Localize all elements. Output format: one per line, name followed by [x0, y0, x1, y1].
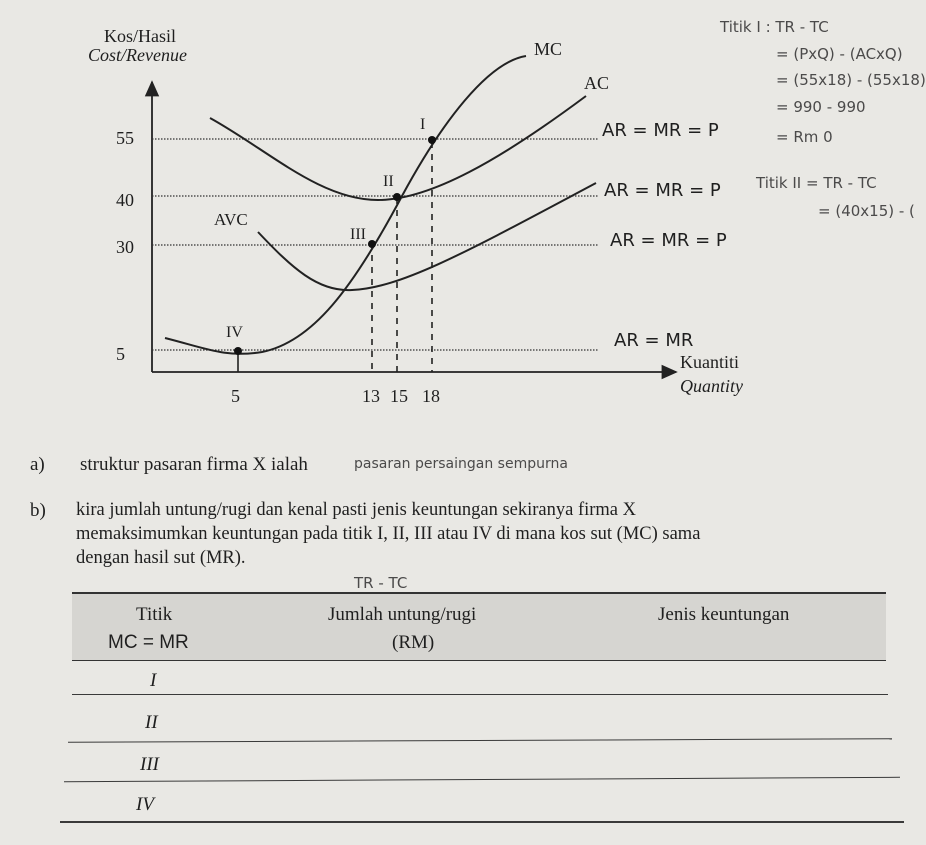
x-axis-title-1: Kuantiti — [680, 352, 739, 372]
question-b-line-1: kira jumlah untung/rugi dan kenal pasti jenis keuntungan sekiranya firma X — [76, 500, 636, 520]
question-a-text: struktur pasaran firma X ialah — [80, 454, 308, 475]
x-tick-13: 13 — [362, 386, 380, 406]
x-tick-15: 15 — [390, 386, 408, 406]
handwritten-line-5: = Rm 0 — [776, 128, 833, 146]
handwritten-line-4: = 990 - 990 — [776, 98, 866, 116]
col-titik-subheader: MC = MR — [108, 632, 189, 653]
table-note-handwritten: TR - TC — [354, 574, 408, 592]
handwritten-line-2: = (PxQ) - (ACxQ) — [776, 45, 903, 63]
avc-curve — [258, 183, 596, 290]
y-tick-40: 40 — [116, 190, 134, 210]
point-IV — [234, 347, 242, 355]
x-tick-18: 18 — [422, 386, 440, 406]
row-divider-4 — [60, 821, 904, 823]
col-untung-header: Jumlah untung/rugi — [328, 604, 477, 625]
handwritten-line-3: = (55x18) - (55x18) — [776, 71, 926, 89]
question-b-label: b) — [30, 500, 46, 521]
point-label-III: III — [350, 226, 366, 243]
question-b-line-2: memaksimumkan keuntungan pada titik I, II, III atau IV di mana kos sut (MC) sama — [76, 524, 701, 544]
ar-label-30: AR = MR = P — [610, 230, 727, 251]
point-label-II: II — [383, 173, 394, 190]
ar-label-40: AR = MR = P — [604, 180, 721, 201]
answer-table — [72, 592, 886, 661]
y-tick-5: 5 — [116, 344, 125, 364]
handwritten-line-7: = (40x15) - ( — [818, 202, 915, 220]
col-jenis-header: Jenis keuntungan — [658, 604, 790, 625]
handwritten-line-1: Titik I : TR - TC — [720, 18, 829, 36]
ac-label: AC — [584, 73, 610, 93]
point-III — [368, 240, 376, 248]
x-axis-title-2: Quantity — [680, 376, 743, 396]
question-b-line-3: dengan hasil sut (MR). — [76, 548, 246, 568]
question-a-label: a) — [30, 454, 45, 475]
ac-curve — [210, 96, 586, 200]
avc-label: AVC — [214, 210, 248, 229]
mc-curve — [165, 56, 526, 354]
point-label-IV: IV — [226, 324, 243, 341]
table-row-I: I — [150, 670, 157, 691]
x-tick-5: 5 — [231, 386, 240, 406]
point-label-I: I — [420, 116, 426, 133]
point-II — [393, 193, 401, 201]
y-tick-55: 55 — [116, 128, 134, 148]
ar-label-55: AR = MR = P — [602, 120, 719, 141]
answer-a-handwritten: pasaran persaingan sempurna — [354, 456, 568, 472]
table-row-IV: IV — [136, 794, 154, 815]
col-titik-header: Titik — [136, 604, 173, 625]
ar-label-5: AR = MR — [614, 330, 694, 351]
y-axis-title-1: Kos/Hasil — [104, 26, 176, 46]
col-untung-subheader: (RM) — [392, 632, 435, 653]
table-row-II: II — [145, 712, 158, 733]
table-row-III: III — [140, 754, 159, 775]
row-divider-1 — [72, 694, 888, 695]
y-tick-30: 30 — [116, 237, 134, 257]
mc-label: MC — [534, 39, 563, 59]
point-I — [428, 136, 436, 144]
handwritten-line-6: Titik II = TR - TC — [756, 174, 877, 192]
y-axis-title-2: Cost/Revenue — [88, 45, 187, 65]
